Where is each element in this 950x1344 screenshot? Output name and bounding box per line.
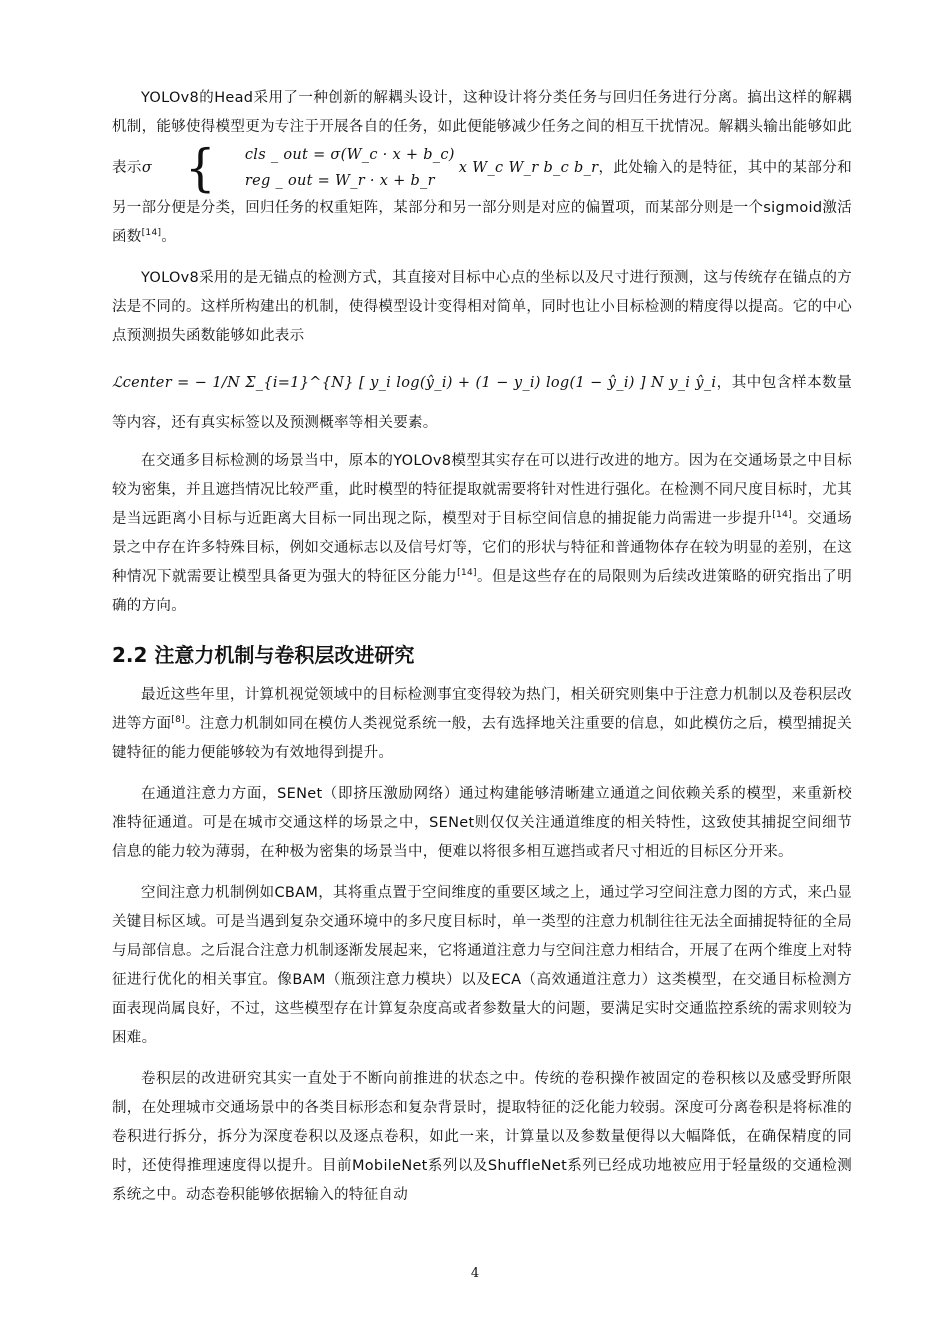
paragraph-limitations [112,447,852,621]
paragraph-attention-intro [112,681,852,768]
paragraph-text: ，其中包含样本数量等内容，还有真实标签以及预测概率等相关要素。 [112,375,853,431]
paragraph-senet: 在通道注意力方面，SENet（即挤压激励网络）通过构建能够清晰建立通道之间依赖关系的模型，来重新校准特征通道。可是在城市交通这样的场景之中，SENet则仅仅关注通道维度的相关特性，这致使其捕捉空间细节信息的能力较为薄弱，在种极为密集的场景当中，便难以将很多相互遮挡或者尺寸相近的目标区分开来。 [112,786,852,860]
document-page [112,84,852,1222]
paragraph-spatial-attention: 空间注意力机制例如CBAM，其将重点置于空间维度的重要区域之上，通过学习空间注意力图的方式，来凸显关键目标区域。可是当遇到复杂交通环境中的多尺度目标时，单一类型的注意力机制往往无法全面捕捉特征的全局与局部信息。之后混合注意力机制逐渐发展起来，它将通道注意力与空间注意力相结合，开展了在两个维度上对特征进行优化的相关事宜。像BAM（瓶颈注意力模块）以及ECA（高效通道注意力）这类模型，在交通目标检测方面表现尚属良好，不过，这些模型存在计算复杂度高或者参数量大的问题，要满足实时交通监控系统的需求则较为困难。 [112,885,852,1046]
decoupled-head-equation [156,138,455,198]
citation: [14] [141,228,162,239]
paragraph-text: YOLOv8的Head采用了一种创新的解耦头设计，这种设计将分类任务与回归任务进行分离。搞出这样的解耦机制，能够使得模型更为专注于开展各自的任务，如此便能够减少任务之间的相互干扰情况。解耦头输出能够如此表示 [112,90,852,176]
left-brace: { [185,138,216,198]
citation: [14] [457,568,477,579]
paragraph-text: 最近这些年里，计算机视觉领域中的目标检测事宜变得较为热门，相关研究则集中于注意力机制以及卷积层改进等方面 [112,687,852,732]
center-loss-equation: ℒcenter = − 1/N Σ_{i=1}^{N} [ y_i log(ŷ_i) + (1 − y_i) log(1 − ŷ_i) ] N y_i ŷ_i [112,375,717,391]
paragraph-anchor-free [112,264,852,351]
page-number: 4 [470,1266,480,1281]
paragraph-text: 。 [161,229,177,245]
equation-row-reg: reg _ out = W_r · x + b_r [244,173,435,189]
citation: [8] [171,715,185,726]
equation-variables: x W_c W_r b_c b_r [458,160,599,176]
paragraph-conv-improvement: 卷积层的改进研究其实一直处于不断向前推进的状态之中。传统的卷积操作被固定的卷积核以及感受野所限制，在处理城市交通场景中的各类目标形态和复杂背景时，提取特征的泛化能力较弱。深度可分离卷积是将标准的卷积进行拆分，拆分为深度卷积以及逐点卷积，如此一来，计算量以及参数量便得以大幅降低，在确保精度的同时，还使得推理速度得以提升。目前MobileNet系列以及ShuffleNet系列已经成功地被应用于轻量级的交通检测系统之中。动态卷积能够依据输入的特征自动 [112,1071,852,1203]
citation: [14] [772,510,792,521]
paragraph-text: YOLOv8采用的是无锚点的检测方式，其直接对目标中心点的坐标以及尺寸进行预测，这与传统存在锚点的方法是不同的。这样所构建出的机制，使得模型设计变得相对简单，同时也让小目标检测的精度得以提高。它的中心点预测损失函数能够如此表示 [112,270,852,344]
paragraph-loss-equation [112,363,852,443]
paragraph-text: ，此处输入的是特征，其中的某部分和另一部分便是分类，回归任务的权重矩阵，某部分和另一部分则是对应的偏置项，而某部分则是一个sigmoid激活函数 [112,160,852,245]
paragraph-decoupled-head [112,84,852,252]
paragraph-text: 。但是这些存在的局限则为后续改进策略的研究指出了明确的方向。 [112,569,853,614]
paragraph-text: 在交通多目标检测的场景当中，原本的YOLOv8模型其实存在可以进行改进的地方。因为在交通场景之中目标较为密集，并且遮挡情况比较严重，此时模型的特征提取就需要将针对性进行强化。在检测不同尺度目标时，尤其是当远距离小目标与近距离大目标一同出现之际，模型对于目标空间信息的捕捉能力尚需进一步提升 [112,453,852,527]
paragraph-text: 。注意力机制如同在模仿人类视觉系统一般，去有选择地关注重要的信息，如此模仿之后，模型捕捉关键特征的能力便能够较为有效地得到提升。 [112,716,852,761]
equation-row-cls: cls _ out = σ(W_c · x + b_c) [244,147,455,163]
sigma-symbol: σ [141,160,153,176]
section-heading: 2.2 注意力机制与卷积层改进研究 [112,643,415,667]
paragraph-text: 。交通场景之中存在许多特殊目标，例如交通标志以及信号灯等，它们的形状与特征和普通物体存在较为明显的差别，在这种情况下就需要让模型具备更为强大的特征区分能力 [112,511,852,585]
